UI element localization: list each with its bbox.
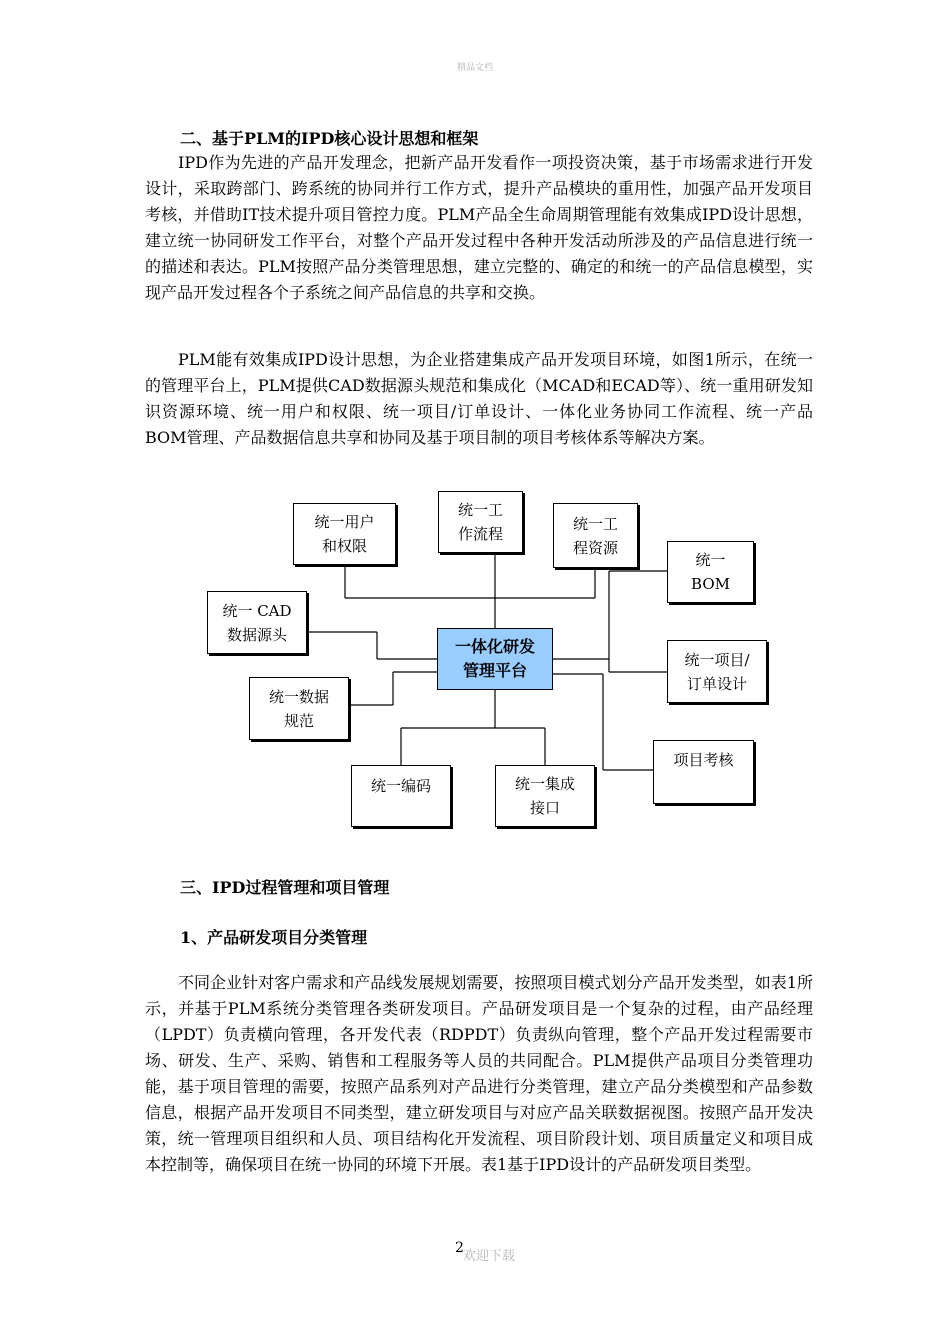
section-2-paragraph-1: IPD作为先进的产品开发理念，把新产品开发看作一项投资决策，基于市场需求进行开发设计，采取跨部门、跨系统的协同并行工作方式，提升产品模块的重用性，加强产品开发项目考核，并借助IT技术提升项目管控力度。PLM产品全生命周期管理能有效集成IPD设计思想，建立统一协同研发工作平台，对整个产品开发过程中各种开发活动所涉及的产品信息进行统一的描述和表达。PLM按照产品分类管理思想，建立完整的、确定的和统一的产品信息模型，实现产品开发过程各个子系统之间产品信息的共享和交换。 bbox=[145, 153, 813, 302]
box-unified-workflow: 统一工 作流程 bbox=[438, 491, 523, 553]
box-unified-data-spec: 统一数据 规范 bbox=[249, 677, 349, 740]
box-unified-cad-source: 统一 CAD 数据源头 bbox=[207, 591, 307, 654]
section-2-paragraph-2: PLM能有效集成IPD设计思想，为企业搭建集成产品开发项目环境，如图1所示，在统一的管理平台上，PLM提供CAD数据源头规范和集成化（MCAD和ECAD等）、统一重用研发知识资源环境、统一用户和权限、统一项目/订单设计、一体化业务协同工作流程、统一产品BOM管理、产品数据信息共享和协同及基于项目制的项目考核体系等解决方案。 bbox=[145, 350, 813, 447]
page-number: 2 bbox=[455, 1240, 464, 1256]
header-watermark: 精品文档 bbox=[456, 63, 493, 73]
box-project-assessment: 项目考核 bbox=[653, 740, 754, 804]
box-unified-user-permission: 统一用户 和权限 bbox=[293, 503, 396, 565]
subsection-1-heading: 1、产品研发项目分类管理 bbox=[180, 928, 368, 947]
box-unified-project-order: 统一项目/ 订单设计 bbox=[667, 640, 767, 703]
box-unified-integration-interface: 统一集成 接口 bbox=[495, 765, 595, 827]
box-unified-coding: 统一编码 bbox=[351, 765, 451, 827]
section-2-heading: 二、基于PLM的IPD核心设计思想和框架 bbox=[180, 129, 479, 148]
footer-watermark: 欢迎下载 bbox=[463, 1249, 516, 1264]
section-3-heading: 三、IPD过程管理和项目管理 bbox=[180, 878, 390, 897]
box-integrated-rd-platform: 一体化研发 管理平台 bbox=[437, 628, 553, 690]
box-unified-bom: 统一 BOM bbox=[667, 541, 754, 603]
box-unified-engineering-resource: 统一工 程资源 bbox=[553, 503, 638, 568]
section-3-paragraph: 不同企业针对客户需求和产品线发展规划需要，按照项目模式划分产品开发类型，如表1所示，并基于PLM系统分类管理各类研发项目。产品研发项目是一个复杂的过程，由产品经理（LPDT）负责横向管理，各开发代表（RDPDT）负责纵向管理，整个产品开发过程需要市场、研发、生产、采购、销售和工程服务等人员的共同配合。PLM提供产品项目分类管理功能，基于项目管理的需要，按照产品系列对产品进行分类管理，建立产品分类模型和产品参数信息，根据产品开发项目不同类型，建立研发项目与对应产品关联数据视图。按照产品开发决策，统一管理项目组织和人员、项目结构化开发流程、项目阶段计划、项目质量定义和项目成本控制等，确保项目在统一协同的环境下开展。表1基于IPD设计的产品研发项目类型。 bbox=[145, 973, 813, 1174]
